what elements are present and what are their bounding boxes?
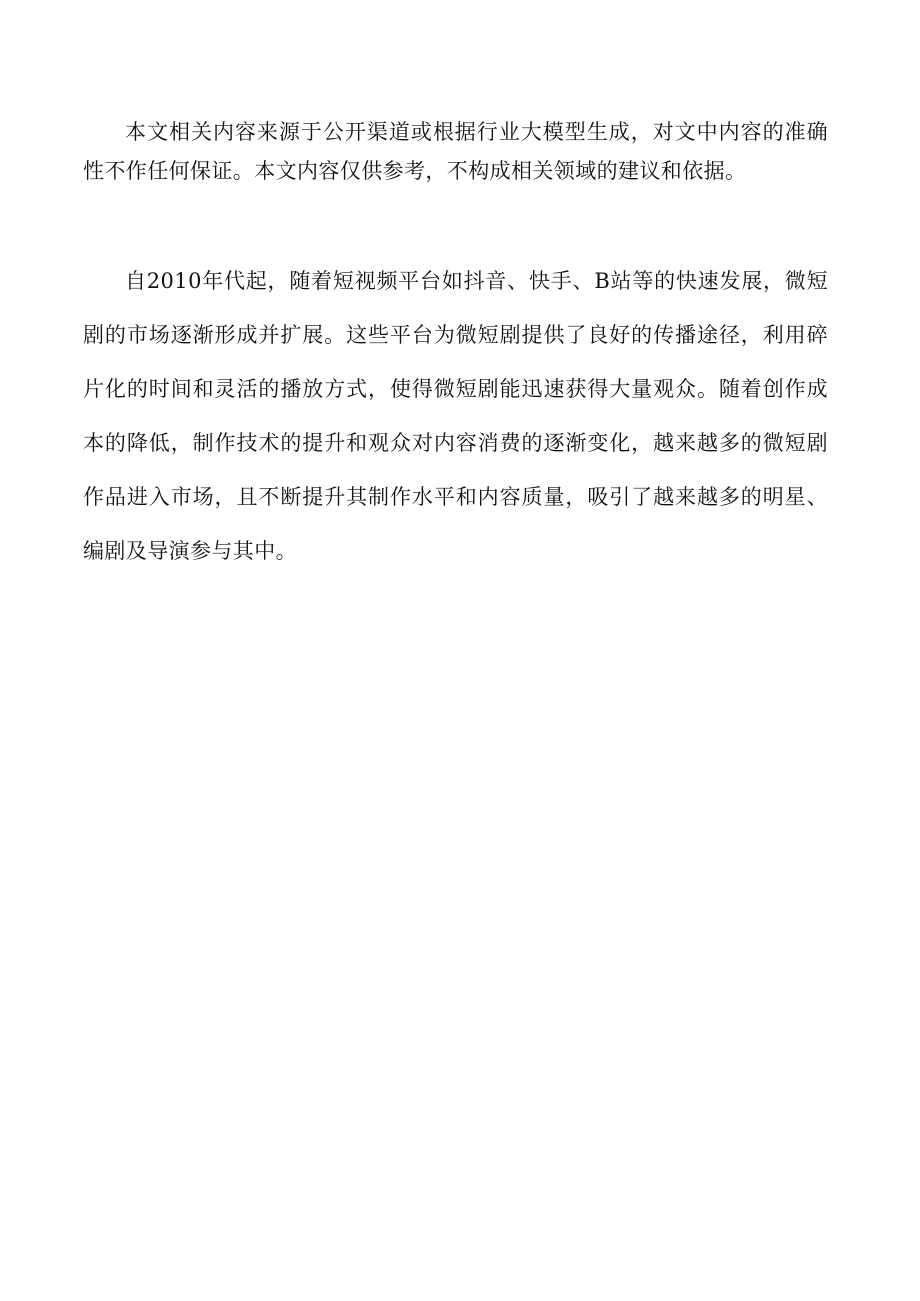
body-paragraph: 自2010年代起，随着短视频平台如抖音、快手、B站等的快速发展，微短剧的市场逐渐形成并扩展。这些平台为微短剧提供了良好的传播途径，利用碎片化的时间和灵活的播放方式，使得微短剧能迅速获得大量观众。随着创作成本的降低，制作技术的提升和观众对内容消费的逐渐变化，越来越多的微短剧作品进入市场，且不断提升其制作水平和内容质量，吸引了越来越多的明星、编剧及导演参与其中。 (83, 269, 828, 563)
disclaimer-paragraph: 本文相关内容来源于公开渠道或根据行业大模型生成，对文中内容的准确性不作任何保证。本文内容仅供参考，不构成相关领域的建议和依据。 (83, 120, 828, 183)
